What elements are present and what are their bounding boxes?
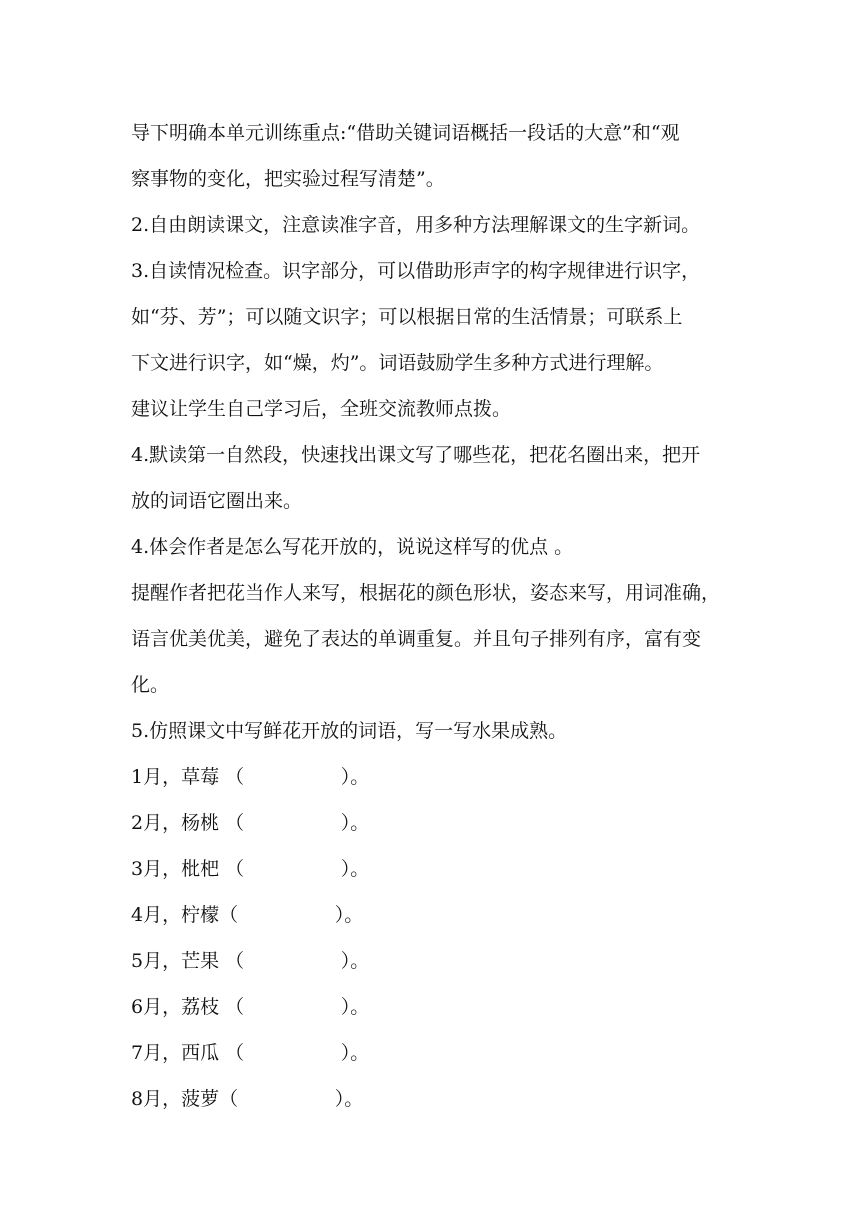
text-line: 3.自读情况检查。识字部分，可以借助形声字的构字规律进行识字，: [131, 260, 701, 282]
text-line: 4.体会作者是怎么写花开放的，说说这样写的优点 。: [131, 536, 574, 558]
document-page: [131, 110, 733, 1122]
text-line: 察事物的变化，把实验过程写清楚”。: [131, 168, 445, 190]
text-line: 建议让学生自己学习后，全班交流教师点拨。: [131, 398, 512, 420]
fruit-fill-row: 3月，枇杷 （ ）。: [131, 858, 370, 880]
fruit-fill-row: 5月，芒果 （ ）。: [131, 950, 370, 972]
fruit-fill-row: 2月，杨桃 （ ）。: [131, 812, 370, 834]
text-line: 4.默读第一自然段，快速找出课文写了哪些花，把花名圈出来，把开: [131, 444, 701, 466]
text-line: 导下明确本单元训练重点:“借助关键词语概括一段话的大意”和“观: [131, 122, 680, 144]
text-line: 放的词语它圈出来。: [131, 490, 303, 512]
fruit-fill-row: 4月，柠檬（ ）。: [131, 904, 364, 926]
text-line: 提醒作者把花当作人来写，根据花的颜色形状，姿态来写，用词准确，: [131, 582, 721, 604]
text-line: 下文进行识字，如“燥，灼”。词语鼓励学生多种方式进行理解。: [131, 352, 664, 374]
fruit-fill-row: 8月，菠萝（ ）。: [131, 1088, 364, 1110]
text-line: 化。: [131, 674, 170, 696]
text-line: 语言优美优美，避免了表达的单调重复。并且句子排列有序，富有变: [131, 628, 702, 650]
fruit-fill-row: 6月，荔枝 （ ）。: [131, 996, 370, 1018]
text-line: 5.仿照课文中写鲜花开放的词语，写一写水果成熟。: [131, 720, 568, 742]
text-line: 2.自由朗读课文，注意读准字音，用多种方法理解课文的生字新词。: [131, 214, 701, 236]
text-line: 如“芬、芳”；可以随文识字；可以根据日常的生活情景；可联系上: [131, 306, 683, 328]
fruit-fill-row: 7月，西瓜 （ ）。: [131, 1042, 370, 1064]
fruit-fill-row: 1月，草莓 （ ）。: [131, 766, 370, 788]
